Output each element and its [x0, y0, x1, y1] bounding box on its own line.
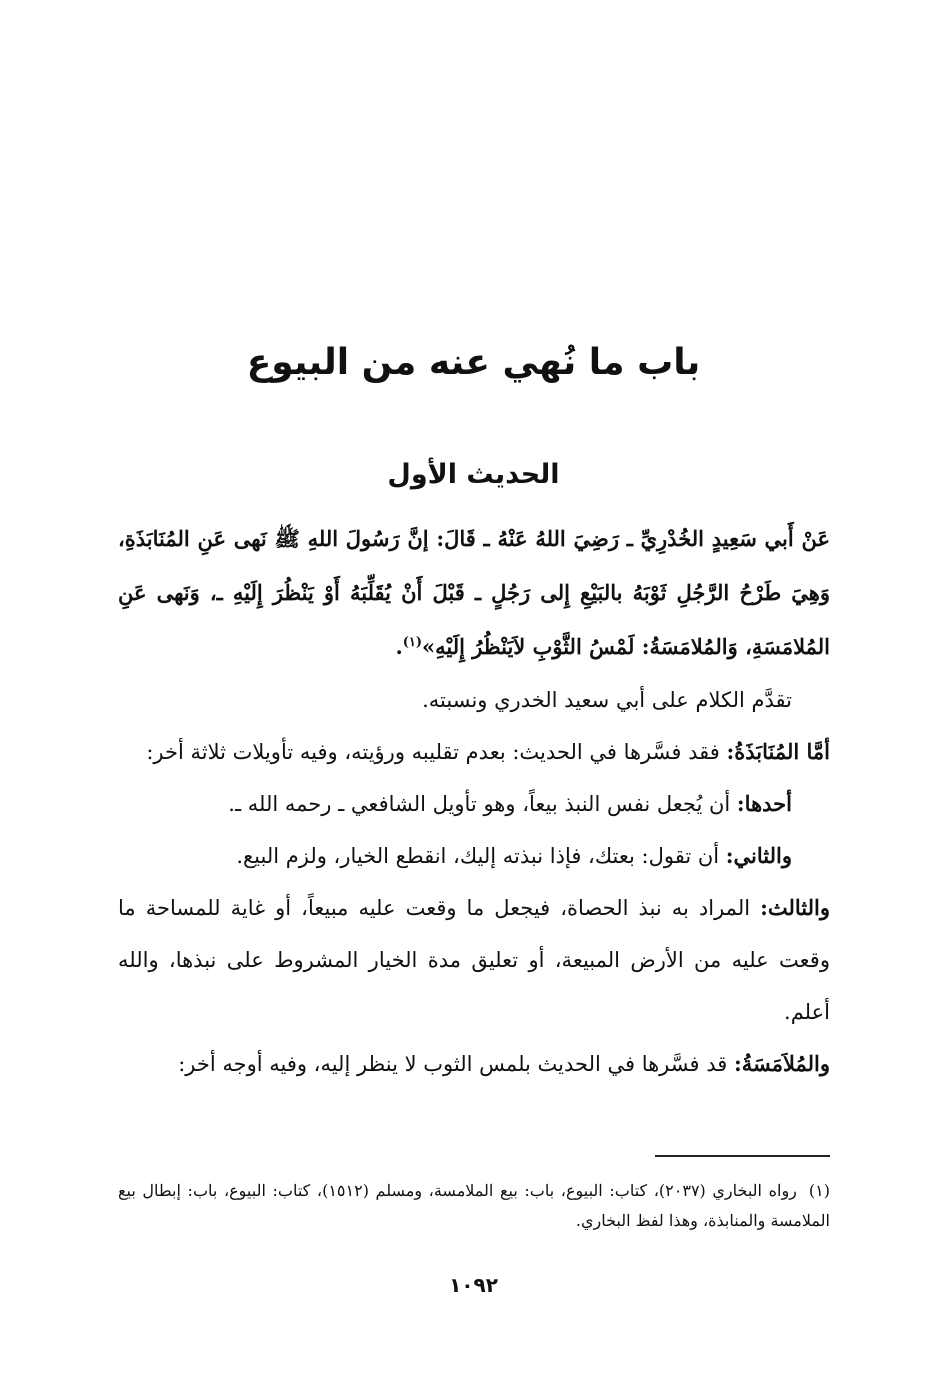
- paragraph-term: أحدها:: [736, 791, 792, 816]
- paragraph-second: [118, 830, 830, 882]
- footnote-divider: [655, 1155, 830, 1157]
- paragraph-term: أمَّا المُنَابَذَةُ:: [726, 739, 830, 764]
- hadith-end: .: [395, 634, 403, 659]
- paragraph-term: والثاني:: [725, 843, 792, 868]
- footnote: [118, 1176, 830, 1236]
- paragraph-text: أن تقول: بعتك، فإذا نبذته إليك، انقطع الخيار، ولزم البيع.: [236, 844, 726, 868]
- paragraph-text: قد فسَّرها في الحديث بلمس الثوب لا ينظر إليه، وفيه أوجه أخر:: [178, 1052, 734, 1076]
- paragraph-mulamasa: [118, 1038, 830, 1090]
- paragraph-text: فقد فسَّرها في الحديث: بعدم تقليبه ورؤيته، وفيه تأويلات ثلاثة أخر:: [146, 740, 727, 764]
- paragraph-first: [118, 778, 830, 830]
- hadith-text: [118, 512, 830, 674]
- hadith-heading: الحديث الأول: [387, 459, 560, 490]
- footnote-text: رواه البخاري (٢٠٣٧)، كتاب: البيوع، باب: بيع الملامسة، ومسلم (١٥١٢)، كتاب: البيوع، باب: إبطال بيع الملامسة والمنابذة، وهذا لفظ البخاري.: [118, 1181, 830, 1230]
- paragraph-text: تقدَّم الكلام على أبي سعيد الخدري ونسبته.: [422, 688, 792, 712]
- hadith-body: عَنْ أَبي سَعِيدٍ الخُدْرِيِّ ـ رَضِيَ اللهُ عَنْهُ ـ قَالَ: إنَّ رَسُولَ اللهِ ﷺ نَهى عَنِ المُنَابَذَةِ، وَهِيَ طَرْحُ الرَّجُلِ ثَوْبَهُ بالبَيْعِ إِلى رَجُلٍ ـ قَبْلَ أَنْ يُقَلِّبَهُ أَوْ يَنْظُرَ إِلَيْهِ ـ، وَنَهى عَنِ المُلامَسَةِ، وَالمُلامَسَةُ: لَمْسُ الثَّوْبِ لاَيَنْظُرُ إِلَيْهِ»: [118, 526, 830, 659]
- paragraph-term: والمُلاَمَسَةُ:: [733, 1051, 830, 1076]
- paragraph-munabadha: [118, 726, 830, 778]
- paragraph-intro: [118, 674, 830, 726]
- paragraph-text: المراد به نبذ الحصاة، فيجعل ما وقعت عليه مبيعاً، أو غاية للمساحة ما وقعت عليه من الأرض المبيعة، أو تعليق مدة الخيار المشروط على نبذها، والله أعلم.: [118, 896, 830, 1024]
- main-text: [118, 512, 830, 1090]
- paragraph-third: [118, 882, 830, 1038]
- page-number: ١٠٩٢: [449, 1273, 498, 1297]
- footnote-marker: (١): [402, 635, 423, 650]
- chapter-title: باب ما نُهي عنه من البيوع: [246, 342, 701, 383]
- footnote-number: (١): [808, 1181, 830, 1200]
- paragraph-term: والثالث:: [760, 895, 830, 920]
- paragraph-text: أن يُجعل نفس النبذ بيعاً، وهو تأويل الشافعي ـ رحمه الله ـ.: [228, 792, 737, 816]
